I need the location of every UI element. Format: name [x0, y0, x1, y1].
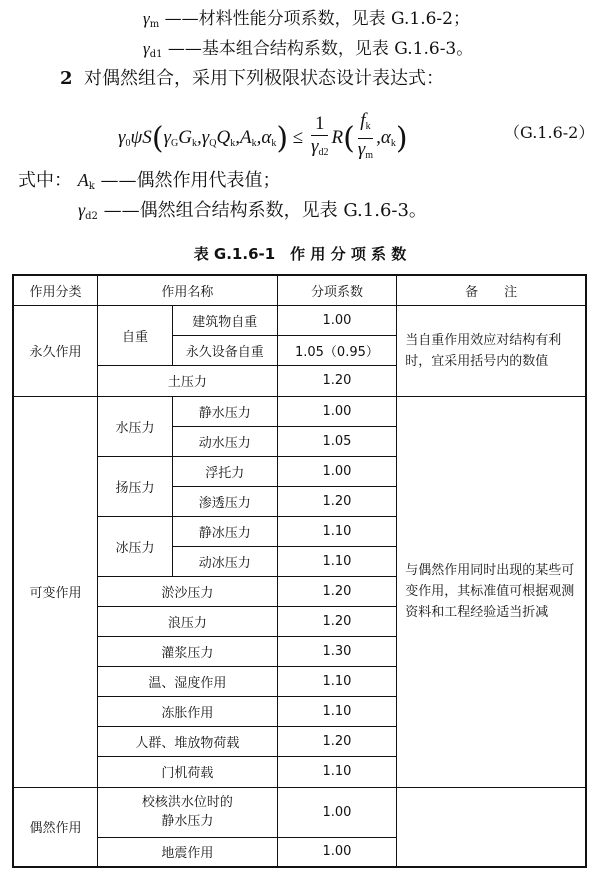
group-self-weight: 自重 — [98, 305, 173, 365]
group-uplift-pressure: 扬压力 — [98, 456, 173, 516]
table-caption: 表 G.1.6-1 作 用 分 项 系 数 — [193, 245, 407, 263]
table-row — [13, 396, 586, 426]
row-name: 永久设备自重 — [172, 335, 277, 365]
where-clause-ak: 式中： $A_k$ ——偶然作用代表值； — [18, 170, 281, 192]
header-category: 作用分类 — [13, 275, 98, 305]
row-factor: 1.10 — [277, 756, 397, 787]
group-ice-pressure: 冰压力 — [98, 516, 173, 576]
category-variable: 可变作用 — [13, 396, 98, 787]
row-name: 静水压力 — [172, 396, 277, 426]
row-factor: 1.00 — [277, 837, 397, 867]
action-factor-table — [12, 274, 587, 868]
row-factor: 1.20 — [277, 726, 397, 756]
symbol-definition-gamma-d1: $\gamma_{d1}$ ——基本组合结构系数，见表 G.1.6-3。 — [143, 39, 474, 60]
row-name: 校核洪水位时的静水压力 — [98, 787, 277, 837]
row-name: 淤沙压力 — [98, 576, 277, 606]
remark-permanent: 当自重作用效应对结构有利时，宜采用括号内的数值 — [397, 305, 586, 396]
row-name: 动冰压力 — [172, 546, 277, 576]
row-name: 静冰压力 — [172, 516, 277, 546]
row-name: 人群、堆放物荷载 — [98, 726, 277, 756]
row-factor: 1.20 — [277, 365, 397, 396]
table-header-row — [13, 275, 586, 305]
category-permanent: 永久作用 — [13, 305, 98, 396]
row-factor: 1.05 — [277, 426, 397, 456]
row-name: 地震作用 — [98, 837, 277, 867]
row-factor: 1.10 — [277, 666, 397, 696]
limit-state-formula: $\gamma_0\psi S(\gamma_GG_k,\gamma_QQ_k,A_k,\alpha_k)$ ≤ $\frac{1}{\gamma_{d2}}$ R( $\frac{f_k}{\gamma_m}$ $,\alpha_k$) （G.1.6-2） — [118, 110, 595, 161]
row-name: 动水压力 — [172, 426, 277, 456]
table-row — [13, 787, 586, 837]
row-name: 冻胀作用 — [98, 696, 277, 726]
row-factor: 1.00 — [277, 787, 397, 837]
row-factor: 1.00 — [277, 305, 397, 335]
remark-variable: 与偶然作用同时出现的某些可变作用，其标准值可根据观测资料和工程经验适当折减 — [397, 396, 586, 787]
row-factor: 1.10 — [277, 516, 397, 546]
where-clause-gamma-d2: $\gamma_{d2}$ ——偶然组合结构系数，见表 G.1.6-3。 — [78, 200, 427, 222]
symbol-definition-gamma-m: $\gamma_m$ ——材料性能分项系数，见表 G.1.6-2； — [143, 9, 470, 30]
row-factor: 1.05（0.95） — [277, 335, 397, 365]
row-factor: 1.10 — [277, 546, 397, 576]
row-name: 土压力 — [98, 365, 277, 396]
row-name: 门机荷载 — [98, 756, 277, 787]
row-factor: 1.20 — [277, 486, 397, 516]
row-name: 浮托力 — [172, 456, 277, 486]
row-name: 渗透压力 — [172, 486, 277, 516]
row-factor: 1.10 — [277, 696, 397, 726]
header-factor: 分项系数 — [277, 275, 397, 305]
header-remark: 备 注 — [397, 275, 586, 305]
header-name: 作用名称 — [98, 275, 277, 305]
group-water-pressure: 水压力 — [98, 396, 173, 456]
table-row — [13, 305, 586, 335]
row-factor: 1.00 — [277, 396, 397, 426]
clause-2-heading: 2 对偶然组合，采用下列极限状态设计表达式： — [60, 68, 444, 89]
row-name: 温、湿度作用 — [98, 666, 277, 696]
row-factor: 1.20 — [277, 606, 397, 636]
row-name: 灌浆压力 — [98, 636, 277, 666]
row-factor: 1.20 — [277, 576, 397, 606]
remark-accidental-empty — [397, 787, 586, 867]
category-accidental: 偶然作用 — [13, 787, 98, 867]
formula-number: （G.1.6-2） — [504, 123, 595, 142]
row-name: 浪压力 — [98, 606, 277, 636]
row-factor: 1.00 — [277, 456, 397, 486]
row-name: 建筑物自重 — [172, 305, 277, 335]
row-factor: 1.30 — [277, 636, 397, 666]
